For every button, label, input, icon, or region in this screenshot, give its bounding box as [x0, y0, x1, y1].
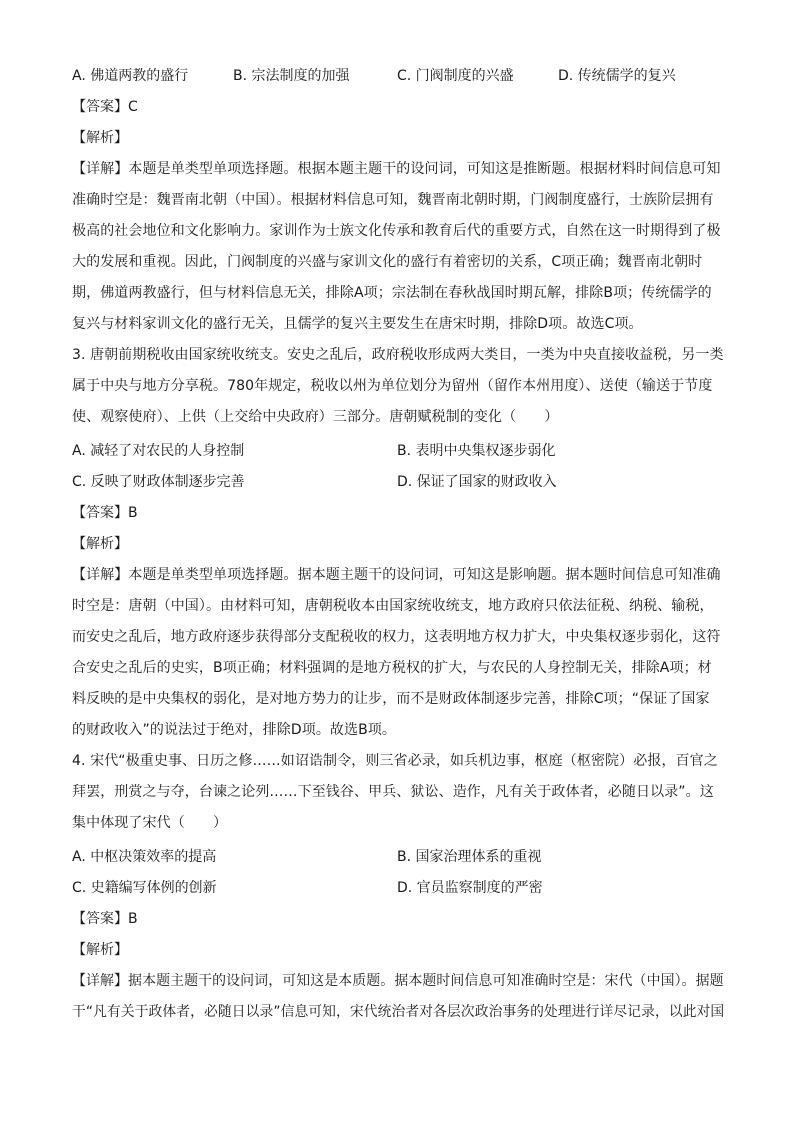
q2-detail-line: 大的发展和重视。因此，门阀制度的兴盛与家训文化的盛行有着密切的关系，C项正确；魏晋南北朝时 [72, 254, 703, 270]
q2-option-d: D. 传统儒学的复兴 [558, 68, 676, 84]
q4-option-d: D. 官员监察制度的严密 [397, 880, 543, 896]
q3-detail-line: 合安史之乱后的史实，B项正确；材料强调的是地方税权的扩大，与农民的人身控制无关，排除A项；材 [72, 660, 712, 676]
q4-detail-line: 【详解】据本题主题干的设问词，可知这是本质题。据本题时间信息可知准确时空是：宋代（中国）。据题 [72, 973, 724, 989]
q4-detail-line: 干“凡有关于政体者，必随日以录”信息可知，宋代统治者对各层次政治事务的处理进行详尽记录，以此对国 [72, 1004, 725, 1020]
q4-option-b: B. 国家治理体系的重视 [397, 849, 542, 865]
q3-answer: 【答案】B [72, 505, 138, 521]
q4-answer: 【答案】B [72, 911, 138, 927]
q3-stem-line: 使、观察使府）、上供（上交给中央政府）三部分。唐朝赋税制的变化（ ） [72, 409, 559, 425]
q2-analysis-label: 【解析】 [72, 130, 128, 146]
q3-option-a: A. 减轻了对农民的人身控制 [72, 443, 245, 459]
q4-stem-line: 集中体现了宋代（ ） [72, 815, 228, 831]
q4-analysis-label: 【解析】 [72, 942, 128, 958]
q2-answer: 【答案】C [72, 99, 138, 115]
q3-detail-line: 料反映的是中央集权的弱化，是对地方势力的让步，而不是财政体制逐步完善，排除C项；“保证了国家 [72, 691, 710, 707]
q2-option-c: C. 门阀制度的兴盛 [397, 68, 514, 84]
q2-detail-line: 准确时空是：魏晋南北朝（中国）。根据材料信息可知，魏晋南北朝时期，门阀制度盛行，士族阶层拥有 [72, 192, 714, 208]
q3-option-d: D. 保证了国家的财政收入 [397, 474, 557, 490]
q2-option-b: B. 宗法制度的加强 [233, 68, 350, 84]
q4-stem-line: 4. 宋代“极重史事、日历之修……如诏诰制令，则三省必录，如兵机边事，枢庭（枢密院）必报，百官之 [72, 753, 718, 769]
q3-analysis-label: 【解析】 [72, 536, 128, 552]
q2-option-a: A. 佛道两教的盛行 [72, 68, 189, 84]
q3-option-b: B. 表明中央集权逐步弱化 [397, 443, 556, 459]
q4-stem-line: 拜罢，刑赏之与夺，台谏之论列……下至钱谷、甲兵、狱讼、造作，凡有关于政体者，必随日以录”。这 [72, 784, 714, 800]
q3-detail-line: 【详解】本题是单类型单项选择题。据本题主题干的设问词，可知这是影响题。据本题时间信息可知准确 [72, 567, 721, 583]
q2-detail-line: 极高的社会地位和文化影响力。家训作为士族文化传承和教育后代的重要方式，自然在这一时期得到了极 [72, 223, 721, 239]
q4-option-c: C. 史籍编写体例的创新 [72, 880, 217, 896]
q3-detail-line: 而安史之乱后，地方政府逐步获得部分支配税收的权力，这表明地方权力扩大，中央集权逐步弱化，这符 [72, 629, 721, 645]
q3-detail-line: 时空是：唐朝（中国）。由材料可知，唐朝税收本由国家统收统支，地方政府只依法征税、纳税、输税， [72, 598, 714, 614]
q3-stem-line: 3. 唐朝前期税收由国家统收统支。安史之乱后，政府税收形成两大类目，一类为中央直接收益税，另一类 [72, 347, 724, 363]
q3-stem-line: 属于中央与地方分享税。780年规定，税收以州为单位划分为留州（留作本州用度）、送使（输送于节度 [72, 378, 713, 394]
q2-detail-line: 复兴与材料家训文化的盛行无关，且儒学的复兴主要发生在唐宋时期，排除D项。故选C项。 [72, 316, 643, 332]
q3-option-c: C. 反映了财政体制逐步完善 [72, 474, 245, 490]
q4-option-a: A. 中枢决策效率的提高 [72, 849, 217, 865]
q2-detail-line: 【详解】本题是单类型单项选择题。根据本题主题干的设问词，可知这是推断题。根据材料时间信息可知 [72, 161, 721, 177]
q3-detail-line: 的财政收入”的说法过于绝对，排除D项。故选B项。 [72, 722, 397, 738]
q2-detail-line: 期，佛道两教盛行，但与材料信息无关，排除A项；宗法制在春秋战国时期瓦解，排除B项；传统儒学的 [72, 285, 712, 301]
